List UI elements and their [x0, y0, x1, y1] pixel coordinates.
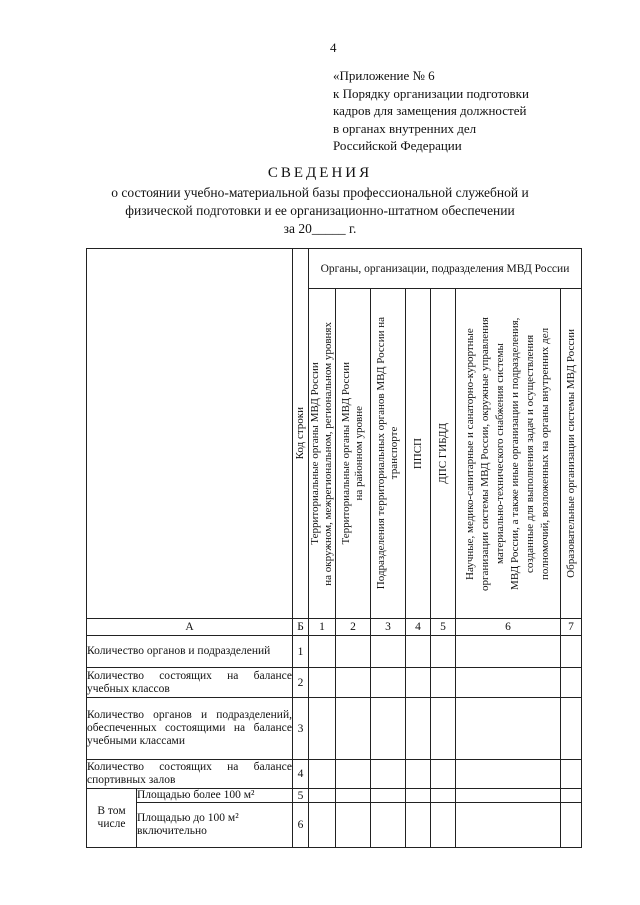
row-label: Количество состоящих на балансе учебных классов: [87, 668, 293, 698]
row-code: 2: [293, 668, 309, 698]
col-number: 2: [336, 619, 371, 636]
data-cell[interactable]: [336, 803, 371, 848]
data-cell[interactable]: [431, 789, 456, 803]
data-cell[interactable]: [456, 760, 561, 789]
sub-group-label: В том числе: [87, 789, 137, 848]
header-empty-cell: [87, 249, 293, 619]
appendix-block: [333, 67, 529, 155]
data-cell[interactable]: [371, 803, 406, 848]
column-header-text: ДПС ГИБДД: [436, 423, 449, 484]
data-cell[interactable]: [406, 789, 431, 803]
row-label: Количество органов и подразделений, обеспеченных состоящими на балансе учебными классами: [87, 698, 293, 760]
page-number: 4: [330, 40, 337, 55]
column-header: [371, 289, 406, 619]
code-header: Код строки: [294, 407, 306, 460]
column-header: [431, 289, 456, 619]
data-cell[interactable]: [309, 668, 336, 698]
col-number: 1: [309, 619, 336, 636]
data-cell[interactable]: [309, 760, 336, 789]
data-cell[interactable]: [406, 803, 431, 848]
col-number: 7: [561, 619, 582, 636]
col-number: 3: [371, 619, 406, 636]
column-header-text: Научные, медико-санитарные и санаторно-курортные организации системы МВД России, окружные управления материально-технического снабжения системы МВД России, а также иные организации и подразделения, созданные для выполнения задач и осуществления полномочий, возложенных на органы внутренних дел: [464, 316, 551, 591]
appendix-line: «Приложение № 6: [333, 68, 435, 83]
data-cell[interactable]: [336, 760, 371, 789]
data-cell[interactable]: [561, 668, 582, 698]
data-cell[interactable]: [561, 698, 582, 760]
column-number-row: [87, 619, 582, 636]
row-code: 1: [293, 636, 309, 668]
appendix-line: к Порядку организации подготовки: [333, 85, 529, 101]
row-code: 5: [293, 789, 309, 803]
col-number: А: [87, 619, 293, 636]
column-header: [456, 289, 561, 619]
group-header: Органы, организации, подразделения МВД России: [309, 249, 582, 289]
header-code-cell: [293, 249, 309, 619]
column-header-text: Территориальные органы МВД России на районном уровне: [340, 362, 365, 545]
data-cell[interactable]: [561, 760, 582, 789]
column-header-text: Подразделения территориальных органов МВД России на транспорте: [375, 317, 400, 590]
table-row: [87, 636, 582, 668]
document-subtitle: [0, 184, 640, 238]
subtitle-line: о состоянии учебно-материальной базы профессиональной служебной и: [111, 185, 529, 200]
col-number: 6: [456, 619, 561, 636]
data-cell[interactable]: [561, 789, 582, 803]
report-table: [86, 248, 582, 848]
column-header-text: ППСП: [411, 437, 424, 470]
data-cell[interactable]: [431, 668, 456, 698]
data-cell[interactable]: [561, 636, 582, 668]
row-label: Количество органов и подразделений: [87, 636, 293, 668]
data-cell[interactable]: [336, 698, 371, 760]
data-cell[interactable]: [406, 668, 431, 698]
data-cell[interactable]: [456, 803, 561, 848]
data-cell[interactable]: [371, 668, 406, 698]
data-cell[interactable]: [309, 803, 336, 848]
row-code: 6: [293, 803, 309, 848]
data-cell[interactable]: [431, 636, 456, 668]
table-row: [87, 803, 582, 848]
appendix-line: Российской Федерации: [333, 138, 462, 153]
table-row: [87, 789, 582, 803]
data-cell[interactable]: [336, 636, 371, 668]
data-cell[interactable]: [309, 698, 336, 760]
column-header-text: Образовательные организации системы МВД России: [564, 329, 577, 578]
data-cell[interactable]: [371, 636, 406, 668]
data-cell[interactable]: [371, 698, 406, 760]
column-header: [336, 289, 371, 619]
data-cell[interactable]: [431, 698, 456, 760]
data-cell[interactable]: [336, 668, 371, 698]
table-row: [87, 668, 582, 698]
col-number: 4: [406, 619, 431, 636]
document-title: СВЕДЕНИЯ: [267, 165, 373, 181]
data-cell[interactable]: [336, 789, 371, 803]
sub-row-label: Площадью более 100 м²: [137, 789, 293, 803]
data-cell[interactable]: [431, 760, 456, 789]
row-label: Количество состоящих на балансе спортивных залов: [87, 760, 293, 789]
table-row: [87, 760, 582, 789]
subtitle-line: за 20_____ г.: [283, 221, 357, 236]
table-row: [87, 698, 582, 760]
data-cell[interactable]: [456, 668, 561, 698]
column-header: [406, 289, 431, 619]
appendix-line: в органах внутренних дел: [333, 120, 477, 136]
data-cell[interactable]: [406, 636, 431, 668]
column-header: [309, 289, 336, 619]
data-cell[interactable]: [431, 803, 456, 848]
data-cell[interactable]: [309, 789, 336, 803]
col-number: Б: [293, 619, 309, 636]
data-cell[interactable]: [456, 636, 561, 668]
subtitle-line: физической подготовки и ее организационно-штатном обеспечении: [125, 203, 515, 218]
col-number: 5: [431, 619, 456, 636]
appendix-line: кадров для замещения должностей: [333, 103, 527, 118]
data-cell[interactable]: [371, 789, 406, 803]
column-header-text: Территориальные органы МВД России на окружном, межрегиональном, региональном уровнях: [309, 321, 334, 586]
sub-row-label: Площадью до 100 м² включительно: [137, 803, 293, 848]
row-code: 3: [293, 698, 309, 760]
data-cell[interactable]: [561, 803, 582, 848]
data-cell[interactable]: [406, 698, 431, 760]
data-cell[interactable]: [456, 698, 561, 760]
column-header: [561, 289, 582, 619]
data-cell[interactable]: [406, 760, 431, 789]
data-cell[interactable]: [456, 789, 561, 803]
row-code: 4: [293, 760, 309, 789]
data-cell[interactable]: [371, 760, 406, 789]
data-cell[interactable]: [309, 636, 336, 668]
